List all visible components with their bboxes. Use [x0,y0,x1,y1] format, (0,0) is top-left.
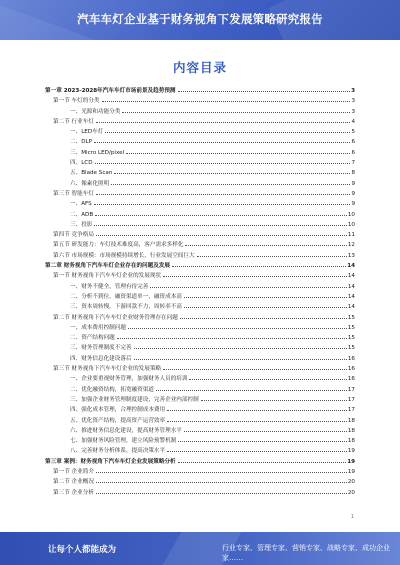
toc-leader-dots [185,244,346,246]
toc-entry-page: 18 [347,438,355,445]
toc-leader-dots [96,471,347,473]
toc-entry[interactable] [45,199,355,209]
toc-entry[interactable] [45,251,355,261]
toc-entry-page: 8 [351,170,355,177]
toc-leader-dots [163,275,347,277]
toc-entry-page: 14 [347,293,355,300]
toc-entry-page: 16 [347,376,355,383]
toc-leader-dots [167,420,347,422]
toc-entry-label: 第四节 竞争格局 [53,232,94,239]
toc-entry[interactable] [45,405,355,415]
toc-leader-dots [178,461,347,463]
toc-entry-label: 三、Micro LED/pixel [70,149,125,156]
toc-entry[interactable] [45,354,355,364]
toc-entry[interactable] [45,313,355,323]
toc-leader-dots [184,430,347,432]
toc-entry[interactable] [45,385,355,395]
toc-entry-label: 一、光源和功能分类 [70,108,121,115]
toc-entry-page: 15 [347,335,355,342]
toc-leader-dots [189,378,346,380]
toc-entry-page: 16 [347,366,355,373]
toc-entry-page: 14 [347,304,355,311]
toc-leader-dots [134,358,347,360]
table-of-contents [45,86,355,498]
toc-entry-page: 20 [347,489,355,496]
toc-entry-page: 3 [351,88,355,94]
toc-leader-dots [201,399,347,401]
toc-leader-dots [150,286,347,288]
toc-entry[interactable] [45,107,355,117]
toc-leader-dots [94,203,351,205]
toc-entry-page: 14 [347,273,355,280]
toc-entry[interactable] [45,333,355,343]
toc-entry[interactable] [45,261,355,271]
toc-entry-label: 五、Blade Scan [70,170,113,177]
toc-entry-label: 二、资产结构问题 [70,335,115,342]
toc-entry-label: 第一章 2023-2028年汽车车灯市场前景及趋势预测 [45,88,176,94]
toc-entry-label: 六、推进财务信息化建设，提高财务管理水平 [70,427,182,434]
toc-entry-label: 三、资本周转慢，下游回款不力，周转率不高 [70,304,182,311]
toc-entry-label: 七、加强财务风险管理，建立风险预警机制 [70,438,177,445]
toc-entry[interactable] [45,446,355,456]
toc-entry-page: 17 [347,396,355,403]
toc-leader-dots [96,193,351,195]
toc-entry-label: 一、LED车灯 [70,129,104,136]
toc-entry[interactable] [45,240,355,250]
toc-leader-dots [178,90,351,92]
toc-entry-page: 7 [351,160,355,167]
report-title: 汽车车灯企业基于财务视角下发展策略研究报告 [77,12,323,26]
toc-entry[interactable] [45,179,355,189]
toc-entry-page: 10 [347,211,355,218]
toc-entry-label: 二、DLP [70,139,92,146]
toc-entry-label: 三、投影 [70,221,93,228]
toc-entry-label: 第六节 市场规模：市场规模持续增长，行业发展空间巨大 [53,252,195,259]
toc-entry-page: 19 [347,468,355,475]
toc-entry-label: 第一节 企业简介 [53,468,94,475]
toc-leader-dots [126,152,350,154]
toc-leader-dots [180,317,347,319]
toc-entry-label: 二、优化融资结构，拓宽融资渠道 [70,386,154,393]
toc-entry-page: 10 [347,221,355,228]
toc-entry-label: 第三节 智能车灯 [53,190,94,197]
toc-leader-dots [197,255,347,257]
toc-leader-dots [184,296,347,298]
toc-entry[interactable] [45,364,355,374]
toc-entry-label: 四、强化成本管理，合理控制成本费用 [70,407,166,414]
toc-leader-dots [95,162,351,164]
toc-entry-label: 三、加强企业财务管理制度建设，完善企业内部控制 [70,396,199,403]
toc-entry-page: 3 [351,108,355,115]
toc-entry[interactable] [45,282,355,292]
toc-entry-label: 二、ADB [70,211,94,218]
toc-entry-label: 二、分析不到位，融资渠道单一，融资成本高 [70,293,182,300]
toc-entry[interactable] [45,148,355,158]
toc-entry-label: 第三节 企业分析 [53,489,94,496]
toc-leader-dots [128,327,347,329]
toc-entry[interactable] [45,416,355,426]
toc-entry-page: 20 [347,479,355,486]
toc-entry-label: 一、AFS [70,201,92,208]
toc-entry-label: 第二节 企业概况 [53,479,94,486]
toc-leader-dots [184,306,347,308]
toc-entry-label: 四、LCD [70,160,93,167]
toc-leader-dots [163,368,347,370]
toc-entry-label: 一、成本费用控制问题 [70,324,126,331]
toc-entry-label: 第三章 案例：财务视角下汽车车灯企业发展策略分析 [45,458,176,465]
toc-leader-dots [117,337,347,339]
footer-slogan: 让每个人都能成为 [48,545,117,555]
toc-entry-label: 第三节 财务视角下汽车车灯企业的发展策略 [53,366,162,373]
toc-leader-dots [178,440,347,442]
toc-entry-page: 14 [347,283,355,290]
toc-leader-dots [167,450,347,452]
toc-entry-page: 6 [351,139,355,146]
toc-entry-page: 18 [347,417,355,424]
toc-entry-label: 三、财务管理制度不完善 [70,345,132,352]
toc-entry[interactable] [45,220,355,230]
toc-entry-label: 五、优化资产结构，提高资产运营效率 [70,417,166,424]
footer-tagline: 行业专家、管理专家、营销专家、战略专家、成功企业家…… [222,544,390,562]
toc-leader-dots [134,347,347,349]
toc-entry[interactable] [45,86,355,96]
toc-entry-page: 15 [347,324,355,331]
toc-entry-page: 16 [347,355,355,362]
toc-entry[interactable] [45,374,355,384]
header-banner [0,0,400,40]
toc-entry[interactable] [45,292,355,302]
toc-leader-dots [167,409,347,411]
toc-entry-page: 14 [347,263,355,270]
toc-entry-label: 第一节 车灯的分类 [53,98,100,105]
toc-entry-label: 八、完善财务分析体系，提高决策水平 [70,448,166,455]
toc-entry[interactable] [45,96,355,106]
toc-entry[interactable] [45,117,355,127]
toc-entry[interactable] [45,271,355,281]
toc-entry[interactable] [45,302,355,312]
toc-entry-page: 4 [351,118,355,125]
toc-entry-page: 19 [347,448,355,455]
toc-leader-dots [95,214,347,216]
toc-leader-dots [172,265,346,267]
toc-title: 内容目录 [172,60,227,75]
toc-leader-dots [105,131,350,133]
toc-entry[interactable] [45,158,355,168]
toc-entry[interactable] [45,210,355,220]
toc-leader-dots [102,100,351,102]
toc-leader-dots [96,481,347,483]
toc-entry-label: 一、企业要重视财务管理，加强财务人员的培训 [70,376,188,383]
toc-entry-label: 第五节 研发能力：车灯技术难度高，客户需求多样化 [53,242,184,249]
toc-entry[interactable] [45,436,355,446]
page-number: 1 [350,514,354,520]
toc-entry-page: 5 [351,129,355,136]
toc-entry-label: 四、财务信息化建设落后 [70,355,132,362]
toc-entry-page: 15 [347,345,355,352]
toc-leader-dots [111,183,350,185]
toc-entry-label: 第二节 行业车灯 [53,118,94,125]
toc-leader-dots [114,172,350,174]
toc-entry-label: 第二章 财务视角下汽车车灯企业存在的问题及发展 [45,263,171,270]
toc-entry-label: 一、财务不健全，管理有待完善 [70,283,149,290]
toc-entry-page: 9 [351,190,355,197]
toc-entry-page: 9 [351,180,355,187]
footer-banner [0,532,400,565]
toc-entry-page: 18 [347,427,355,434]
toc-entry[interactable] [45,343,355,353]
toc-entry-label: 六、像素化照明 [70,180,110,187]
toc-entry-page: 9 [351,201,355,208]
toc-entry-label: 第一节 财务视角下汽车车灯企业的发展现状 [53,273,162,280]
toc-entry[interactable] [45,189,355,199]
toc-entry-page: 6 [351,149,355,156]
toc-leader-dots [122,111,350,113]
toc-entry[interactable] [45,323,355,333]
toc-entry[interactable] [45,467,355,477]
toc-entry[interactable] [45,127,355,137]
toc-entry[interactable] [45,168,355,178]
toc-leader-dots [94,141,350,143]
toc-leader-dots [156,389,347,391]
toc-entry[interactable] [45,426,355,436]
toc-entry-page: 3 [351,98,355,105]
toc-entry-page: 11 [347,232,355,239]
toc-leader-dots [96,492,347,494]
toc-leader-dots [96,121,351,123]
toc-entry-page: 17 [347,386,355,393]
toc-entry-label: 第二节 财务视角下汽车车灯企业财务管理存在问题 [53,314,178,321]
toc-entry[interactable] [45,137,355,147]
toc-entry-page: 17 [347,407,355,414]
toc-entry-page: 13 [347,252,355,259]
toc-entry[interactable] [45,488,355,498]
toc-entry[interactable] [45,230,355,240]
toc-leader-dots [94,224,346,226]
toc-entry-page: 15 [347,314,355,321]
toc-entry[interactable] [45,395,355,405]
toc-entry-page: 19 [347,458,355,465]
toc-entry-page: 12 [347,242,355,249]
toc-entry[interactable] [45,457,355,467]
toc-leader-dots [96,234,347,236]
toc-entry[interactable] [45,477,355,487]
